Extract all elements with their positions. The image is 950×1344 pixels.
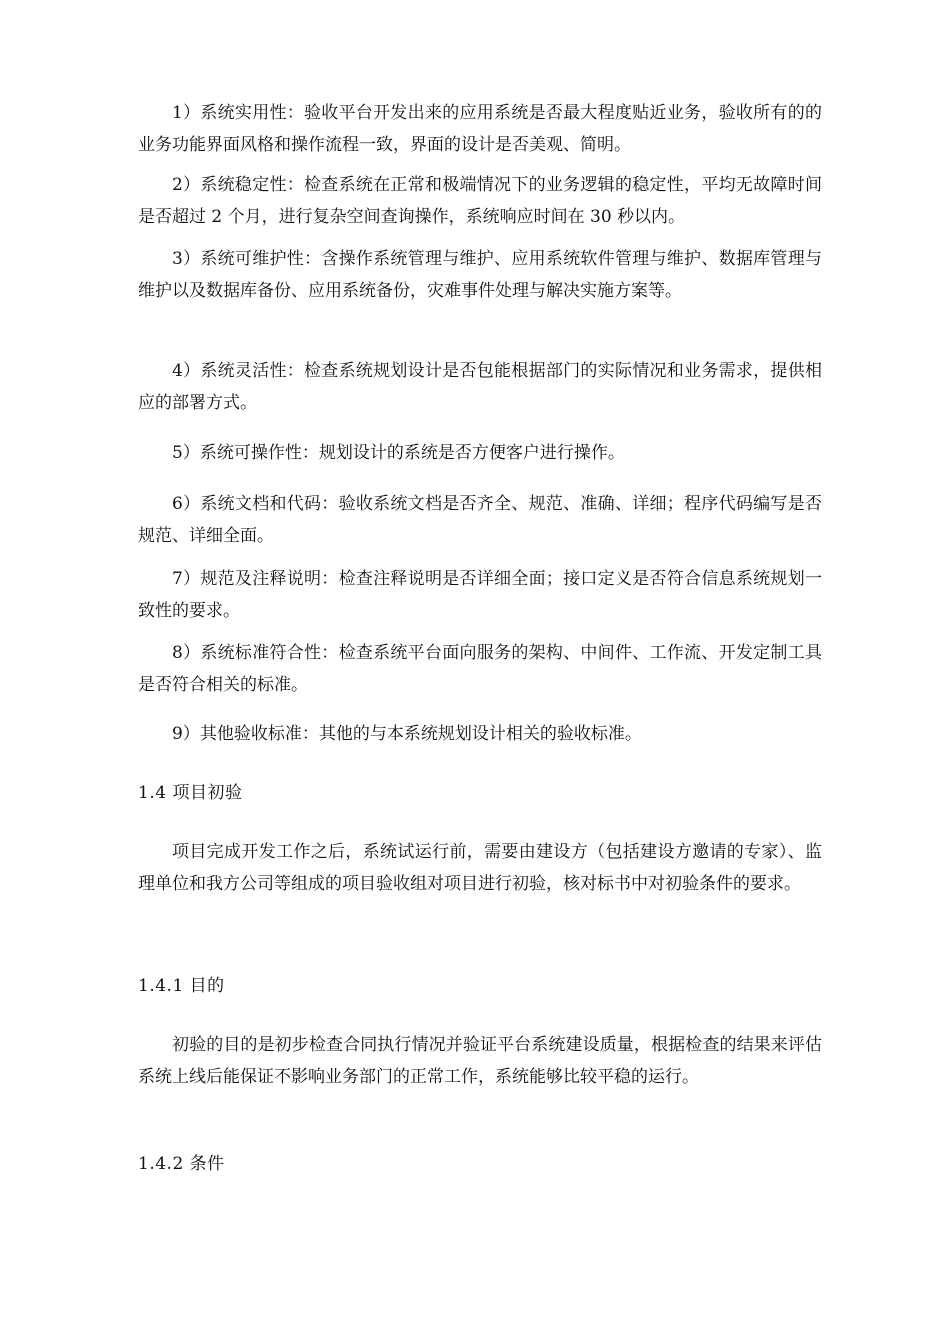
criterion-other: 9）其他验收标准：其他的与本系统规划设计相关的验收标准。 <box>172 724 642 744</box>
section-heading-1-4-2: 1.4.2 条件 <box>138 1154 225 1174</box>
criterion-stability: 2）系统稳定性：检查系统在正常和极端情况下的业务逻辑的稳定性，平均无故障时间是否超过 2 个月，进行复杂空间查询操作，系统响应时间在 30 秒以内。 <box>138 175 822 227</box>
section-heading-1-4: 1.4 项目初验 <box>138 783 243 803</box>
criterion-comments: 7）规范及注释说明：检查注释说明是否详细全面；接口定义是否符合信息系统规划一致性的要求。 <box>138 569 822 621</box>
criterion-operability: 5）系统可操作性：规划设计的系统是否方便客户进行操作。 <box>172 443 625 463</box>
section-body-1-4-1: 初验的目的是初步检查合同执行情况并验证平台系统建设质量，根据检查的结果来评估系统上线后能保证不影响业务部门的正常工作，系统能够比较平稳的运行。 <box>138 1035 822 1087</box>
criterion-docs-code: 6）系统文档和代码：验收系统文档是否齐全、规范、准确、详细；程序代码编写是否规范、详细全面。 <box>138 494 822 546</box>
criterion-maintainability: 3）系统可维护性：含操作系统管理与维护、应用系统软件管理与维护、数据库管理与维护以及数据库备份、应用系统备份，灾难事件处理与解决实施方案等。 <box>138 249 822 301</box>
section-body-1-4: 项目完成开发工作之后，系统试运行前，需要由建设方（包括建设方邀请的专家）、监理单位和我方公司等组成的项目验收组对项目进行初验，核对标书中对初验条件的要求。 <box>138 842 822 894</box>
criterion-flexibility: 4）系统灵活性：检查系统规划设计是否包能根据部门的实际情况和业务需求，提供相应的部署方式。 <box>138 361 822 413</box>
criterion-practicality: 1）系统实用性：验收平台开发出来的应用系统是否最大程度贴近业务，验收所有的的业务功能界面风格和操作流程一致，界面的设计是否美观、简明。 <box>138 103 822 155</box>
criterion-standards: 8）系统标准符合性：检查系统平台面向服务的架构、中间件、工作流、开发定制工具是否符合相关的标准。 <box>138 643 822 695</box>
section-heading-1-4-1: 1.4.1 目的 <box>138 976 225 996</box>
